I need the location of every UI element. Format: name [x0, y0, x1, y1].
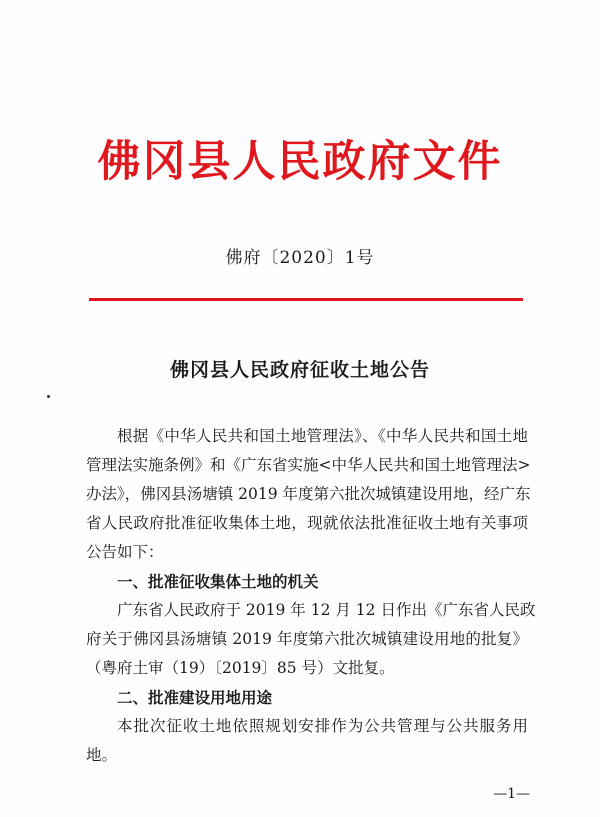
section-1-paragraph	[86, 596, 536, 683]
notice-title: 佛冈县人民政府征收土地公告	[169, 359, 430, 381]
document-header-title: 佛冈县人民政府文件	[97, 137, 503, 187]
intro-line-3: 办法》，佛冈县汤塘镇 2019 年度第六批次城镇建设用地，经广东	[86, 485, 531, 503]
section-2-line-1: 本批次征收土地依照规划安排作为公共管理与公共服务用	[117, 717, 528, 735]
section-1-line-2: 府关于佛冈县汤塘镇 2019 年度第六批次城镇建设用地的批复》	[86, 630, 528, 648]
intro-line-5: 公告如下：	[86, 543, 164, 561]
intro-line-4: 省人民政府批准征收集体土地，现就依法批准征收土地有关事项	[86, 514, 528, 532]
page-number: —1—	[493, 786, 530, 802]
intro-line-2: 管理法实施条例》和《广东省实施<中华人民共和国土地管理法>	[86, 456, 531, 474]
section-2-line-2: 地。	[86, 746, 118, 764]
red-divider-line	[89, 298, 523, 301]
section-1-line-3: （粤府土审（19）〔2019〕85 号）文批复。	[86, 659, 395, 677]
section-2-paragraph	[86, 712, 528, 770]
document-number: 佛府〔2020〕1号	[225, 248, 375, 268]
scan-speck	[47, 395, 50, 398]
intro-line-1: 根据《中华人民共和国土地管理法》、《中华人民共和国土地	[117, 427, 528, 445]
intro-paragraph	[86, 422, 531, 567]
section-1-heading: 一、批准征收集体土地的机关	[117, 572, 319, 591]
section-2-heading: 二、批准建设用地用途	[117, 688, 273, 707]
section-1-line-1: 广东省人民政府于 2019 年 12 月 12 日作出《广东省人民政	[117, 601, 536, 619]
